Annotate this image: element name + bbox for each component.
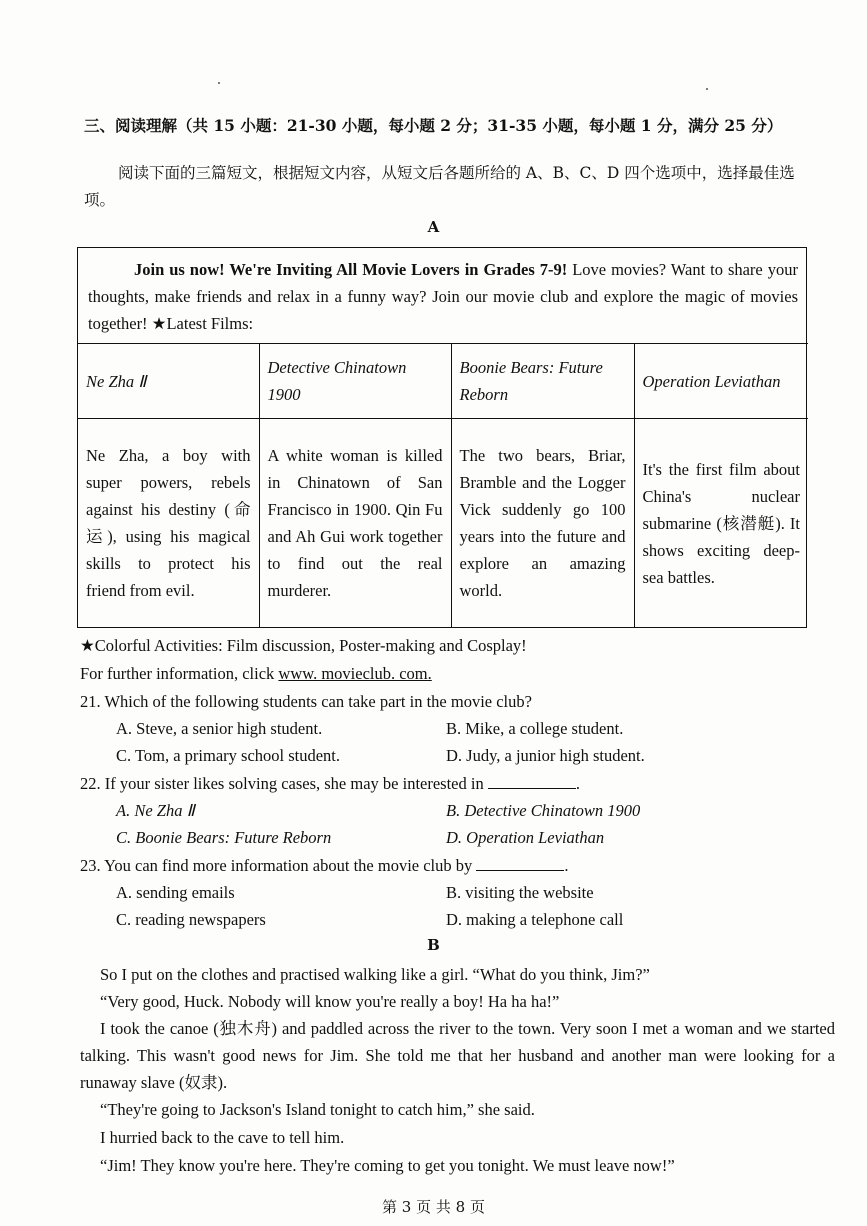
option-b: B. visiting the website: [446, 883, 594, 902]
info-prefix: For further information, click: [80, 664, 279, 683]
film-title: Detective Chinatown 1900: [259, 344, 451, 419]
movie-club-ad: [77, 247, 807, 628]
option-d: D. making a telephone call: [446, 910, 624, 929]
film-title: Ne Zha Ⅱ: [78, 344, 259, 419]
option-c: C. Boonie Bears: Future Reborn: [116, 828, 332, 847]
question-22-stem: 22. If your sister likes solving cases, she may be interested in: [80, 774, 484, 793]
film-description: It's the first film about China's nuclear submarine (核潜艇). It shows exciting deep-sea battles.: [634, 419, 808, 628]
question-23-stem: 23. You can find more information about the movie club by: [80, 856, 473, 875]
option-b: B. Detective Chinatown 1900: [446, 801, 641, 820]
activities-line: ★Colorful Activities: Film discussion, Poster-making and Cosplay!: [80, 636, 527, 655]
option-a: A. sending emails: [116, 883, 235, 902]
option-a: A. Steve, a senior high student.: [116, 719, 323, 738]
film-title: Operation Leviathan: [634, 344, 808, 419]
movieclub-link[interactable]: www. movieclub. com.: [278, 664, 432, 683]
film-title: Boonie Bears: Future Reborn: [451, 344, 634, 419]
page-footer: 第 3 页 共 8 页: [382, 1198, 485, 1216]
passage-b-paragraph: “They're going to Jackson's Island tonight to catch him,” she said.: [100, 1100, 535, 1119]
section-instruction: 阅读下面的三篇短文，根据短文内容，从短文后各题所给的 A、B、C、D 四个选项中，选择最佳选项。: [84, 164, 795, 209]
question-21: 21. Which of the following students can take part in the movie club?: [80, 692, 532, 711]
passage-b-paragraph: So I put on the clothes and practised walking like a girl. “What do you think, Jim?”: [100, 965, 650, 984]
passage-a-label: A: [427, 218, 440, 236]
section-title: 三、阅读理解（共 15 小题：21-30 小题，每小题 2 分；31-35 小题，每小题 1 分，满分 25 分）: [84, 116, 783, 135]
film-description: Ne Zha, a boy with super powers, rebels against his destiny (命运), using his magical skills to protect his friend from evil.: [78, 419, 259, 628]
info-line: [80, 660, 820, 687]
option-d: D. Operation Leviathan: [446, 828, 605, 847]
passage-b-paragraph: I took the canoe (独木舟) and paddled across the river to the town. Very soon I met a woman and we started talking. This wasn't good news for Jim. She told me that her husband and another man were looking for a runaway slave (奴隶).: [80, 1019, 835, 1092]
scan-speck: [706, 88, 708, 90]
option-c: C. Tom, a primary school student.: [116, 746, 341, 765]
option-b: B. Mike, a college student.: [446, 719, 624, 738]
passage-b-paragraph: I hurried back to the cave to tell him.: [100, 1128, 345, 1147]
question-22: 22. If your sister likes solving cases, she may be interested in .: [80, 774, 580, 793]
answer-blank: [476, 856, 564, 871]
option-d: D. Judy, a junior high student.: [446, 746, 645, 765]
scan-speck: [218, 82, 220, 84]
ad-intro-text: Love movies? Want to share your thoughts, make friends and relax in a funny way? Join our movie club and explore the magic of movies together! ★Latest Films:: [88, 260, 798, 333]
film-description: The two bears, Briar, Bramble and the Logger Vick suddenly go 100 years into the future and explore an amazing world.: [451, 419, 634, 628]
ad-intro: [78, 248, 806, 343]
option-c: C. reading newspapers: [116, 910, 266, 929]
film-description: A white woman is killed in Chinatown of San Francisco in 1900. Qin Fu and Ah Gui work together to find out the real murderer.: [259, 419, 451, 628]
answer-blank: [488, 774, 576, 789]
films-table: [78, 343, 808, 627]
option-a: A. Ne Zha Ⅱ: [116, 801, 195, 820]
question-23: 23. You can find more information about the movie club by .: [80, 856, 569, 875]
passage-b-paragraph: “Jim! They know you're here. They're coming to get you tonight. We must leave now!”: [100, 1156, 675, 1175]
passage-b-label: B: [427, 936, 440, 954]
passage-b-paragraph: “Very good, Huck. Nobody will know you're really a boy! Ha ha ha!”: [100, 992, 560, 1011]
ad-headline: Join us now! We're Inviting All Movie Lovers in Grades 7-9!: [134, 260, 568, 279]
